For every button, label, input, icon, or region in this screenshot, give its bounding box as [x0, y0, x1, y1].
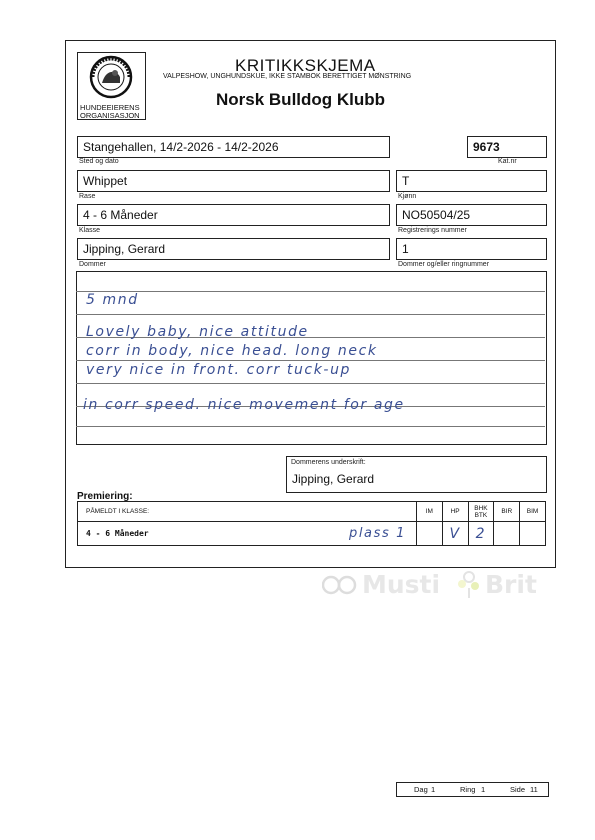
result-bir-cell[interactable]	[494, 522, 520, 546]
logo-caption-2: ORGANISASJON	[80, 111, 140, 120]
critique-rule	[76, 383, 545, 384]
premiering-table	[77, 501, 546, 546]
critique-line: in corr speed. nice movement for age	[83, 397, 405, 413]
critique-rule	[76, 314, 545, 315]
cat-no-label: Kat.nr	[498, 158, 517, 165]
footer-box	[396, 782, 549, 797]
col-bir-header: BIR	[494, 502, 520, 522]
form-title: KRITIKKSKJEMA	[235, 56, 376, 75]
judge-label: Dommer	[79, 261, 106, 268]
nkk-logo-icon	[89, 55, 133, 99]
logo-box	[77, 52, 146, 120]
critique-line: 5 mnd	[86, 292, 139, 308]
col-bhk-btk-header: BHK BTK	[468, 502, 494, 522]
col-hp-header: HP	[442, 502, 468, 522]
cat-no-field[interactable]: 9673	[467, 136, 547, 158]
breed-label: Rase	[79, 193, 96, 200]
premiering-title: Premiering:	[77, 491, 133, 502]
dag-label: Dag	[414, 785, 428, 794]
logo-caption-1: HUNDEEIERENS	[80, 103, 140, 112]
class-field[interactable]: 4 - 6 Måneder	[77, 204, 390, 226]
ring-label: Dommer og/eller ringnummer	[398, 261, 490, 268]
class-header: PÅMELDT I KLASSE:	[78, 502, 417, 522]
signature-label: Dommerens underskrift:	[291, 459, 366, 466]
leaf-icon	[455, 570, 483, 600]
result-bhk-cell[interactable]	[468, 522, 494, 546]
col-bim-header: BIM	[520, 502, 546, 522]
musti-text: Musti	[362, 570, 441, 599]
dag-value: 1	[431, 785, 436, 794]
venue-date-field[interactable]: Stangehallen, 14/2-2026 - 14/2-2026	[77, 136, 390, 158]
critique-rule	[76, 426, 545, 427]
result-bim-cell[interactable]	[520, 522, 546, 546]
signature-name: Jipping, Gerard	[292, 472, 375, 486]
critique-rule	[76, 291, 545, 292]
result-im-cell[interactable]	[416, 522, 442, 546]
ring-footer-value: 1	[481, 785, 486, 794]
reg-no-field[interactable]: NO50504/25	[396, 204, 547, 226]
sex-label: Kjønn	[398, 193, 417, 200]
result-hp: V	[449, 525, 461, 542]
reg-no-label: Registrerings nummer	[398, 227, 467, 234]
result-placement: plass 1	[348, 526, 406, 541]
class-label: Klasse	[79, 227, 101, 234]
result-hp-cell[interactable]	[442, 522, 468, 546]
ring-field[interactable]: 1	[396, 238, 547, 260]
critique-line: very nice in front. corr tuck-up	[86, 362, 352, 378]
paw-icon	[322, 572, 360, 598]
critique-line: corr in body, nice head. long neck	[86, 343, 378, 359]
venue-date-label: Sted og dato	[79, 158, 119, 165]
result-class-cell[interactable]	[78, 522, 417, 546]
judge-field[interactable]: Jipping, Gerard	[77, 238, 390, 260]
brit-text: Brit	[485, 570, 537, 599]
side-value: 11	[530, 785, 538, 794]
col-im-header: IM	[416, 502, 442, 522]
result-class: 4 - 6 Måneder	[86, 529, 149, 538]
sex-field[interactable]: T	[396, 170, 547, 192]
form-subtitle: VALPESHOW, UNGHUNDSKUE, IKKE STAMBOK BERETTIGET MØNSTRING	[163, 73, 412, 80]
breed-field[interactable]: Whippet	[77, 170, 390, 192]
critique-rule	[76, 360, 545, 361]
club-name: Norsk Bulldog Klubb	[216, 90, 386, 109]
critique-line: Lovely baby, nice attitude	[86, 324, 309, 340]
ring-footer-label: Ring	[460, 785, 476, 794]
result-bhk: 2	[475, 525, 487, 542]
side-label: Side	[510, 785, 526, 794]
